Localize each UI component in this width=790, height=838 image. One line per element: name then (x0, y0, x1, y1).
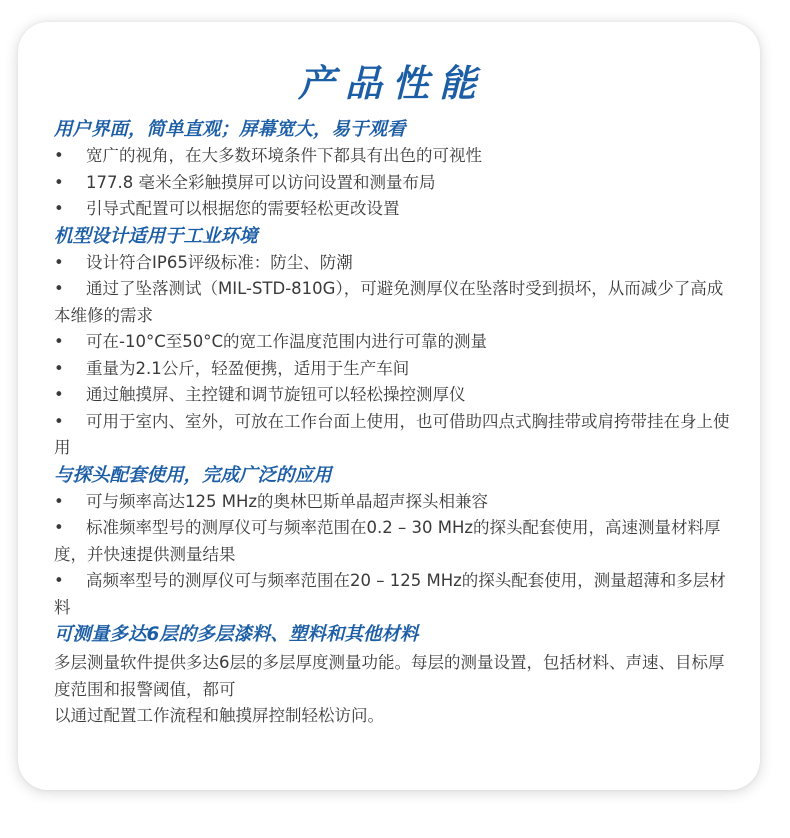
list-item: • 高频率型号的测厚仪可与频率范围在20 – 125 MHz的探头配套使用，测量超薄和多层材料 (54, 568, 730, 621)
bullet-icon: • (54, 146, 64, 165)
paragraph-line: 以通过配置工作流程和触摸屏控制轻松访问。 (54, 706, 384, 725)
page-title: 产品性能 (298, 62, 486, 105)
bullet-icon: • (54, 199, 64, 218)
bullet-icon: • (54, 411, 64, 431)
list-item: • 设计符合IP65评级标准：防尘、防潮 (54, 250, 730, 277)
list-item: • 通过触摸屏、主控键和调节旋钮可以轻松操控测厚仪 (54, 382, 730, 409)
paragraph-line: 多层测量软件提供多达6层的多层厚度测量功能。每层的测量设置，包括材料、声速、目标厚度范围和报警阈值，都可 (54, 653, 725, 699)
bullet-icon: • (54, 332, 64, 351)
bullet-list-probes (54, 489, 730, 622)
bullet-list-ui (54, 143, 730, 223)
list-item: • 177.8 毫米全彩触摸屏可以访问设置和测量布局 (54, 170, 730, 197)
bullet-icon: • (54, 252, 64, 272)
multilayer-paragraph (54, 650, 730, 730)
list-item: • 宽广的视角，在大多数环境条件下都具有出色的可视性 (54, 143, 730, 170)
bullet-list-industrial (54, 250, 730, 462)
section-heading-ui: 用户界面，简单直观；屏幕宽大，易于观看 (54, 119, 406, 140)
bullet-icon: • (54, 385, 64, 404)
bullet-icon: • (54, 491, 64, 511)
bullet-icon: • (54, 279, 64, 298)
list-item: • 可与频率高达125 MHz的奥林巴斯单晶超声探头相兼容 (54, 489, 730, 516)
bullet-icon: • (54, 358, 64, 378)
bullet-icon: • (54, 172, 64, 192)
section-heading-industrial: 机型设计适用于工业环境 (54, 225, 258, 247)
list-item: • 引导式配置可以根据您的需要轻松更改设置 (54, 196, 730, 223)
section-heading-multilayer: 可测量多达6层的多层漆料、塑料和其他材料 (54, 624, 419, 645)
product-performance-card (18, 22, 760, 790)
section-heading-probes: 与探头配套使用，完成广泛的应用 (54, 464, 332, 486)
list-item: • 通过了坠落测试（MIL-STD-810G），可避免测厚仪在坠落时受到损坏，从而减少了高成本维修的需求 (54, 276, 730, 329)
bullet-icon: • (54, 571, 64, 590)
list-item: • 重量为2.1公斤，轻盈便携，适用于生产车间 (54, 356, 730, 383)
list-item: • 可在-10°C至50°C的宽工作温度范围内进行可靠的测量 (54, 329, 730, 356)
bullet-icon: • (54, 518, 64, 537)
list-item: • 可用于室内、室外，可放在工作台面上使用，也可借助四点式胸挂带或肩挎带挂在身上使用 (54, 409, 730, 462)
list-item: • 标准频率型号的测厚仪可与频率范围在0.2 – 30 MHz的探头配套使用，高速测量材料厚度，并快速提供测量结果 (54, 515, 730, 568)
